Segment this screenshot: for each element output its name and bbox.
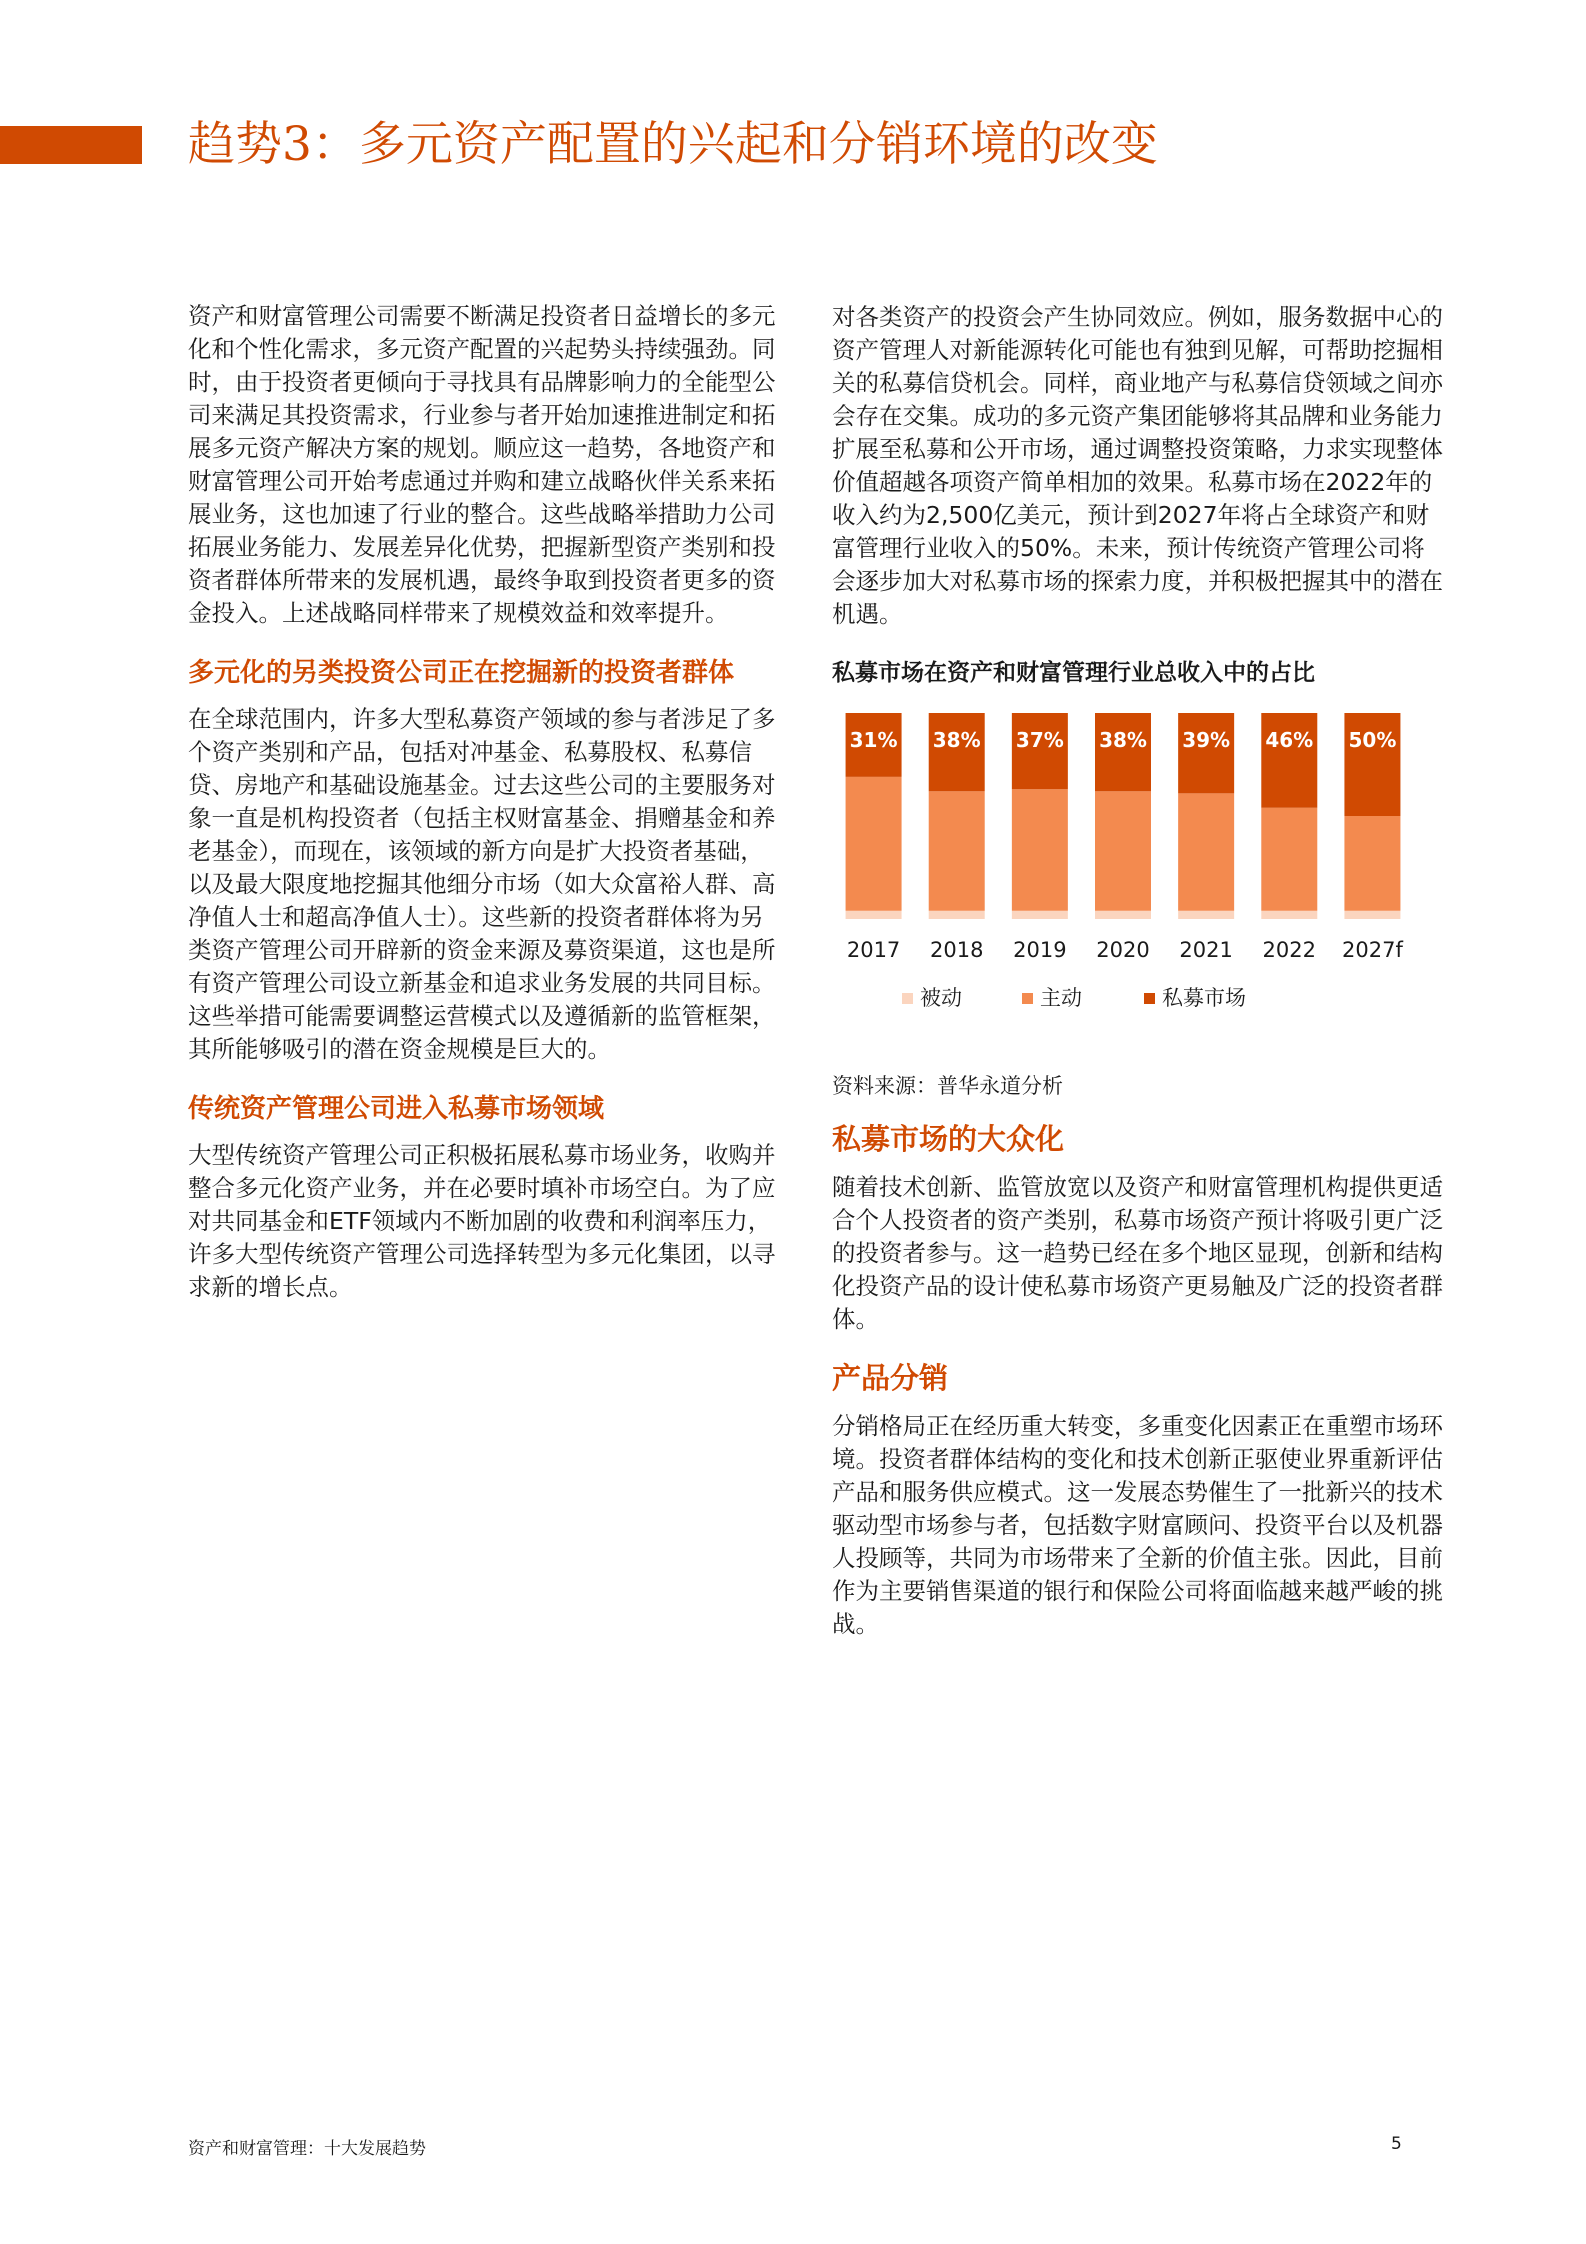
bar-passive-2018	[929, 911, 985, 919]
bar-active-2027f	[1344, 816, 1400, 911]
x-tick-label-2022: 2022	[1262, 938, 1317, 962]
title-accent-bar	[0, 126, 142, 164]
synergy-paragraph: 对各类资产的投资会产生协同效应。例如，服务数据中心的资产管理人对新能源转化可能也有独到见解，可帮助挖掘相关的私募信贷机会。同样，商业地产与私募信贷领域之间亦会存在交集。成功的多元资产集团能够将其品牌和业务能力扩展至私募和公开市场，通过调整投资策略，力求实现整体价值超越各项资产简单相加的效果。私募市场在2022年的收入约为2,500亿美元，预计到2027年将占全球资产和财富管理行业收入的50%。未来，预计传统资产管理公司将会逐步加大对私募市场的探索力度，并积极把握其中的潜在机遇。	[832, 303, 1443, 628]
bar-passive-2017	[846, 911, 902, 919]
legend-label-0: 被动	[920, 986, 962, 1010]
section-text-distribution: 分销格局正在经历重大转变，多重变化因素正在重塑市场环境。投资者群体结构的变化和技术创新正驱使业界重新评估产品和服务供应模式。这一发展态势催生了一批新兴的技术驱动型市场参与者，包括数字财富顾问、投资平台以及机器人投顾等，共同为市场带来了全新的价值主张。因此，目前作为主要销售渠道的银行和保险公司将面临越来越严峻的挑战。	[832, 1412, 1443, 1638]
legend-label-2: 私募市场	[1162, 986, 1246, 1010]
data-label-2020: 38%	[1099, 728, 1147, 752]
bar-passive-2019	[1012, 911, 1068, 919]
intro-paragraph: 资产和财富管理公司需要不断满足投资者日益增长的多元化和个性化需求，多元资产配置的兴起势头持续强劲。同时，由于投资者更倾向于寻找具有品牌影响力的全能型公司来满足其投资需求，行业参与者开始加速推进制定和拓展多元资产解决方案的规划。顺应这一趋势，各地资产和财富管理公司开始考虑通过并购和建立战略伙伴关系来拓展业务，这也加速了行业的整合。这些战略举措助力公司拓展业务能力、发展差异化优势，把握新型资产类别和投资者群体所带来的发展机遇，最终争取到投资者更多的资金投入。上述战略同样带来了规模效益和效率提升。	[188, 302, 776, 627]
section-heading-alternatives: 多元化的另类投资公司正在挖掘新的投资者群体	[188, 658, 735, 688]
legend-swatch-1	[1022, 993, 1033, 1004]
section-text-alternatives: 在全球范围内，许多大型私募资产领域的参与者涉足了多个资产类别和产品，包括对冲基金、私募股权、私募信贷、房地产和基础设施基金。过去这些公司的主要服务对象一直是机构投资者（包括主权财富基金、捐赠基金和养老基金），而现在，该领域的新方向是扩大投资者基础，以及最大限度地挖掘其他细分市场（如大众富裕人群、高净值人士和超高净值人士）。这些新的投资者群体将为另类资产管理公司开辟新的资金来源及募资渠道，这也是所有资产管理公司设立新基金和追求业务发展的共同目标。这些举措可能需要调整运营模式以及遵循新的监管框架，其所能够吸引的潜在资金规模是巨大的。	[188, 705, 776, 1063]
page-title: 趋势3：多元资产配置的兴起和分销环境的改变	[188, 117, 1158, 172]
x-tick-label-2017: 2017	[846, 938, 901, 962]
bar-active-2017	[846, 777, 902, 911]
bar-passive-2021	[1178, 911, 1234, 919]
section-text-traditional: 大型传统资产管理公司正积极拓展私募市场业务，收购并整合多元化资产业务，并在必要时填补市场空白。为了应对共同基金和ETF领域内不断加剧的收费和利润率压力，许多大型传统资产管理公司选择转型为多元化集团，以寻求新的增长点。	[188, 1141, 776, 1301]
data-label-2027f: 50%	[1348, 728, 1397, 752]
private-markets-share-chart	[832, 689, 1447, 1059]
x-tick-label-2027f: 2027f	[1342, 938, 1403, 962]
chart-title: 私募市场在资产和财富管理行业总收入中的占比	[832, 660, 1315, 686]
section-heading-traditional: 传统资产管理公司进入私募市场领域	[188, 1094, 605, 1124]
right-column	[832, 301, 1447, 1641]
footer-report-title: 资产和财富管理：十大发展趋势	[188, 2139, 426, 2159]
bar-active-2018	[929, 791, 985, 910]
bar-private-2021	[1178, 713, 1234, 793]
section-heading-distribution: 产品分销	[832, 1361, 949, 1395]
chart-source: 资料来源：普华永道分析	[832, 1074, 1063, 1098]
bar-passive-2022	[1261, 911, 1317, 919]
legend-label-1: 主动	[1040, 986, 1082, 1010]
bar-private-2020	[1095, 713, 1151, 791]
data-label-2018: 38%	[932, 728, 981, 752]
bar-passive-2027f	[1344, 911, 1400, 919]
section-heading-democratization: 私募市场的大众化	[832, 1122, 1065, 1156]
x-tick-label-2018: 2018	[929, 938, 984, 962]
data-label-2019: 37%	[1015, 728, 1064, 752]
page-number: 5	[1391, 2134, 1402, 2154]
data-label-2017: 31%	[849, 728, 898, 752]
bar-active-2020	[1095, 791, 1151, 910]
left-column	[188, 300, 783, 1304]
x-tick-label-2021: 2021	[1179, 938, 1233, 962]
chart-block	[832, 657, 1447, 1101]
data-label-2021: 39%	[1182, 728, 1231, 752]
bar-private-2018	[929, 713, 985, 791]
section-text-democratization: 随着技术创新、监管放宽以及资产和财富管理机构提供更适合个人投资者的资产类别，私募市场资产预计将吸引更广泛的投资者参与。这一趋势已经在多个地区显现，创新和结构化投资产品的设计使私募市场资产更易触及广泛的投资者群体。	[832, 1173, 1443, 1333]
data-label-2022: 46%	[1265, 728, 1314, 752]
legend-swatch-2	[1144, 993, 1155, 1004]
bar-active-2021	[1178, 793, 1234, 910]
bar-passive-2020	[1095, 911, 1151, 919]
bar-active-2022	[1261, 808, 1317, 911]
x-tick-label-2019: 2019	[1013, 938, 1067, 962]
legend-swatch-0	[902, 993, 913, 1004]
bar-active-2019	[1012, 789, 1068, 911]
x-tick-label-2020: 2020	[1096, 938, 1150, 962]
